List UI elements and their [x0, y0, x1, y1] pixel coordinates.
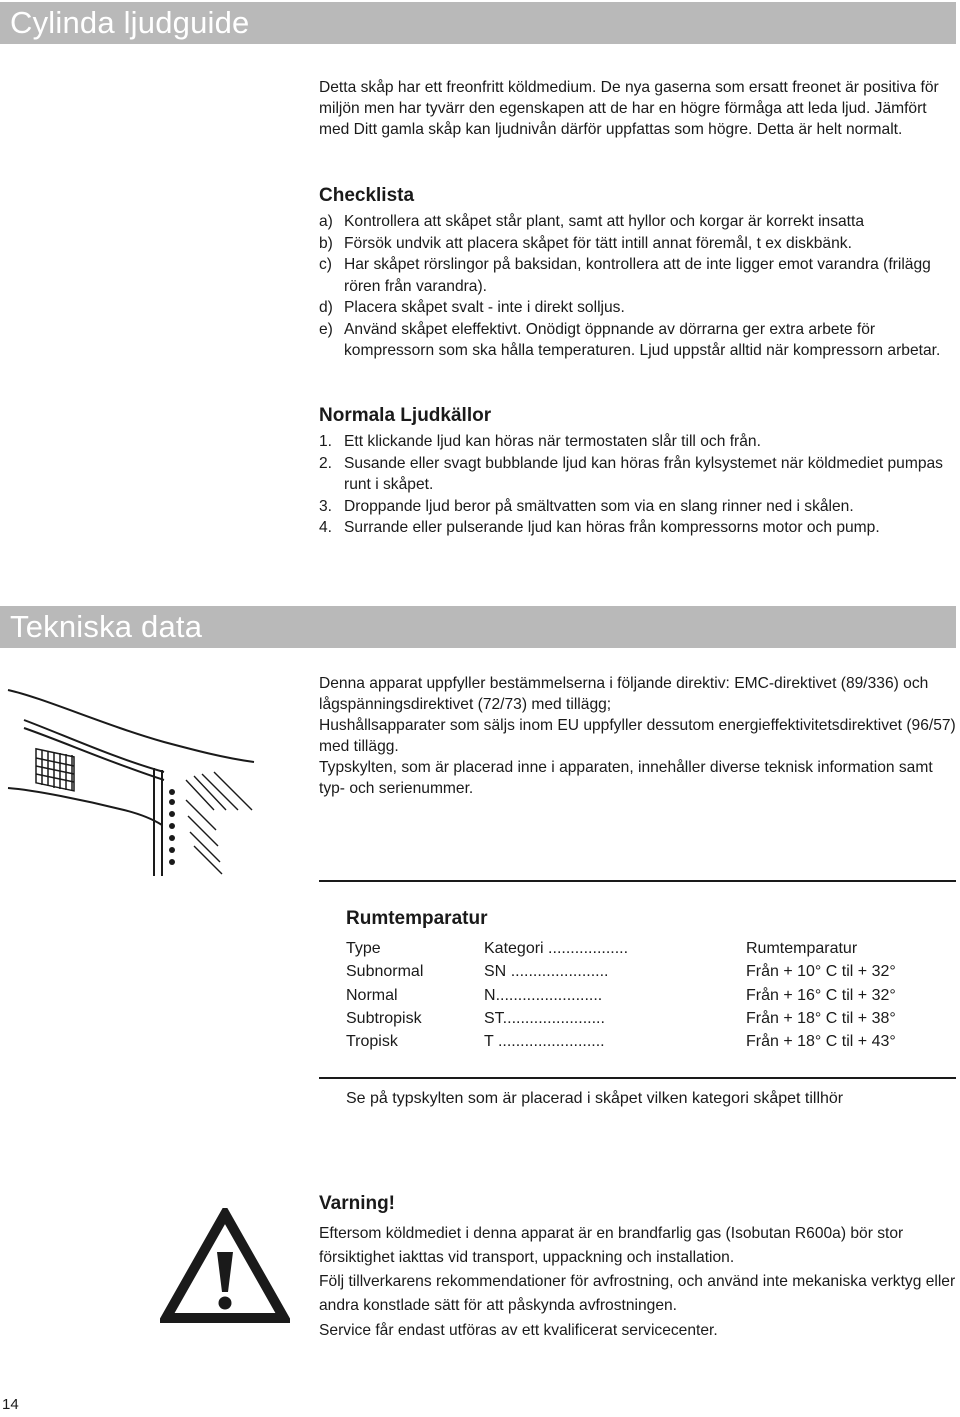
directive-paragraph-1: Denna apparat uppfyller bestämmelserna i följande direktiv: EMC-direktivet (89/336) och lågspänningsdirektivet (72/73) med tillägg; [319, 675, 929, 713]
list-item: 1. Ett klickande ljud kan höras när termostaten slår till och från. [319, 433, 761, 450]
list-item: 3. Droppande ljud beror på smältvatten som via en slang rinner ned i skålen. [319, 497, 854, 515]
list-item: e) Använd skåpet eleffektivt. Onödigt öppnande av dörrarna ger extra arbete för kompressorn som ska hålla temperaturen. Ljud uppstår alltid när kompressorn arbetar. [319, 320, 941, 359]
warning-heading: Varning! [319, 1193, 396, 1214]
sources-heading: Normala Ljudkällor [319, 405, 492, 426]
list-item: a) Kontrollera att skåpet står plant, samt att hyllor och korgar är korrekt insatta [319, 213, 865, 230]
divider [319, 1077, 956, 1079]
table-row: Subnormal SN ...................... Från + 10° C til + 32° [346, 963, 896, 981]
list-item: 2. Susande eller svagt bubblande ljud kan höras från kylsystemet när köldmediet pumpas runt i skåpet. [319, 454, 943, 493]
appliance-illustration [4, 680, 256, 876]
sound-sources-list [319, 431, 959, 539]
room-temp-heading: Rumtemparatur [346, 908, 488, 929]
checklist-heading: Checklista [319, 185, 415, 206]
section-title-ljudguide: Cylinda ljudguide [0, 2, 956, 44]
warning-line-1: Eftersom köldmediet i denna apparat är en brandfarlig gas (Isobutan R600a) bör stor försiktighet iakttas vid transport, uppackning och installation. [319, 1225, 904, 1266]
page-number: 14 [2, 1396, 19, 1413]
divider [319, 880, 956, 882]
table-row: Tropisk T ........................ Från + 18° C til + 43° [346, 1033, 896, 1051]
warning-line-3: Service får endast utföras av ett kvalificerat servicecenter. [319, 1322, 718, 1339]
climate-class-table [346, 937, 896, 1053]
warning-triangle-icon [160, 1208, 290, 1324]
intro-paragraph: Detta skåp har ett freonfritt köldmedium. De nya gaserna som ersatt freonet är positiva för miljön men har tyvärr den egenskapen att de har en högre förmåga att leda ljud. Jämfört med Ditt gamla skåp kan ljudnivån därför uppfattas som högre. Detta är helt normalt. [319, 79, 939, 138]
table-row: Subtropisk ST....................... Från + 18° C til + 38° [346, 1009, 896, 1027]
warning-line-2: Följ tillverkarens rekommendationer för avfrostning, och använd inte mekaniska verktyg eller andra konstlade sätt för att påskynda avfrostningen. [319, 1273, 956, 1314]
section-title-tekniska-data: Tekniska data [0, 606, 956, 648]
list-item: b) Försök undvik att placera skåpet för tätt intill annat föremål, t ex diskbänk. [319, 234, 852, 252]
checklist [319, 211, 959, 362]
list-item: d) Placera skåpet svalt - inte i direkt solljus. [319, 299, 625, 316]
list-item: 4. Surrande eller pulserande ljud kan höras från kompressorns motor och pump. [319, 519, 880, 536]
directive-paragraph-3: Typskylten, som är placerad inne i apparaten, innehåller diverse teknisk information samt typ- och serienummer. [319, 759, 933, 797]
table-row: Normal N........................ Från + 16° C til + 32° [346, 986, 896, 1004]
directive-paragraph-2: Hushållsapparater som säljs inom EU uppfyller dessutom energieffektivitetsdirektivet (96/57) med tillägg. [319, 717, 956, 755]
list-item: c) Har skåpet rörslingor på baksidan, kontrollera att de inte ligger emot varandra (frilägg rören från varandra). [319, 256, 931, 295]
category-note: Se på typskylten som är placerad i skåpet vilken kategori skåpet tillhör [346, 1090, 844, 1107]
table-row: Type Kategori .................. Rumtemparatur [346, 940, 858, 957]
